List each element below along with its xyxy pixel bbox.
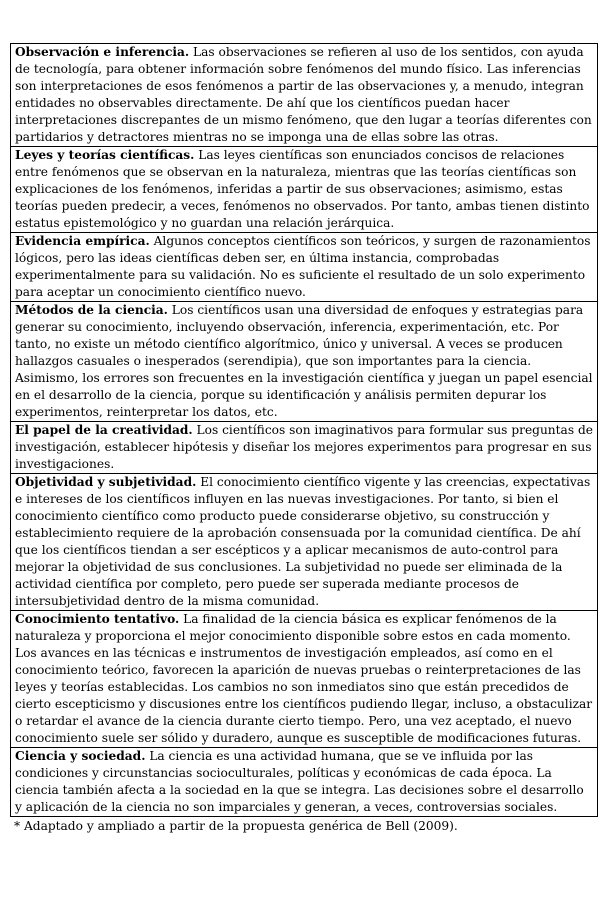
row-term: Ciencia y sociedad. xyxy=(15,749,146,763)
table-row xyxy=(11,474,598,611)
table-row xyxy=(11,611,598,748)
footnote: * Adaptado y ampliado a partir de la propuesta genérica de Bell (2009). xyxy=(14,819,458,833)
row-text: Algunos conceptos científicos son teóricos, y surgen de razonamientos lógicos, pero las ideas científicas deben ser, en última instancia, comprobadas experimentalmente para su validación. No es suficiente el resultado de un solo experimento para aceptar un conocimiento científico nuevo. xyxy=(15,234,591,299)
row-term: Métodos de la ciencia. xyxy=(15,303,168,317)
table-cell xyxy=(11,474,598,611)
row-term: Observación e inferencia. xyxy=(15,45,190,59)
row-text: La finalidad de la ciencia básica es explicar fenómenos de la naturaleza y proporciona el mejor conocimiento disponible sobre estos en cada momento. Los avances en las técnicas e instrumentos de investigación empleados, así como en el conocimiento teórico, favorecen la aparición de nuevas pruebas o reinterpretaciones de las leyes y teorías establecidas. Los cambios no son inmediatos sino que están precedidos de cierto escepticismo y discusiones entre los científicos pudiendo llegar, incluso, a obstaculizar o retardar el avance de la ciencia durante cierto tiempo. Pero, una vez aceptado, el nuevo conocimiento suele ser sólido y duradero, aunque es susceptible de modificaciones futuras. xyxy=(15,612,593,745)
table-row xyxy=(11,44,598,147)
table-row xyxy=(11,748,598,817)
row-text: Las leyes científicas son enunciados concisos de relaciones entre fenómenos que se observan en la naturaleza, mientras que las teorías científicas son explicaciones de los fenómenos, inferidas a partir de sus observaciones; asimismo, estas teorías pueden predecir, a veces, fenómenos no observados. Por tanto, ambas tienen distinto estatus epistemológico y no guardan una relación jerárquica. xyxy=(15,148,590,230)
row-text: La ciencia es una actividad humana, que se ve influida por las condiciones y circunstancias socioculturales, políticas y económicas de cada época. La ciencia también afecta a la sociedad en la que se integra. Las decisiones sobre el desarrollo y aplicación de la ciencia no son imparciales y generan, a veces, controversias sociales. xyxy=(15,749,584,814)
table-cell xyxy=(11,302,598,422)
row-term: Leyes y teorías científicas. xyxy=(15,148,195,162)
table-row xyxy=(11,302,598,422)
nos-document xyxy=(10,43,598,835)
table-cell xyxy=(11,147,598,233)
table-cell xyxy=(11,611,598,748)
row-term: Evidencia empírica. xyxy=(15,234,150,248)
table-cell xyxy=(11,422,598,474)
table-row xyxy=(11,422,598,474)
row-text: Los científicos usan una diversidad de enfoques y estrategias para generar su conocimiento, incluyendo observación, inferencia, experimentación, etc. Por tanto, no existe un método científico algorítmico, único y universal. A veces se producen hallazgos casuales o inesperados (serendipia), que son importantes para la ciencia. Asimismo, los errores son frecuentes en la investigación científica y juegan un papel esencial en el desarrollo de la ciencia, porque su identificación y análisis permiten depurar los experimentos, reinterpretar los datos, etc. xyxy=(15,303,593,419)
row-term: Conocimiento tentativo. xyxy=(15,612,180,626)
table-cell xyxy=(11,748,598,817)
nos-table xyxy=(10,43,598,817)
row-text: El conocimiento científico vigente y las creencias, expectativas e intereses de los científicos influyen en las nuevas investigaciones. Por tanto, si bien el conocimiento científico como producto puede considerarse objetivo, su construcción y establecimiento requiere de la aprobación consensuada por la comunidad científica. De ahí que los científicos tiendan a ser escépticos y a aplicar mecanismos de auto-control para mejorar la objetividad de sus conclusiones. La subjetividad no puede ser eliminada de la actividad científica por completo, pero puede ser superada mediante procesos de intersubjetividad dentro de la misma comunidad. xyxy=(15,475,591,608)
row-term: El papel de la creatividad. xyxy=(15,423,193,437)
row-text: Las observaciones se refieren al uso de los sentidos, con ayuda de tecnología, para obtener información sobre fenómenos del mundo físico. Las inferencias son interpretaciones de esos fenómenos a partir de las observaciones y, a menudo, integran entidades no observables directamente. De ahí que los científicos puedan hacer interpretaciones discrepantes de un mismo fenómeno, que den lugar a teorías diferentes con partidarios y detractores mientras no se imponga una de ellas sobre las otras. xyxy=(15,45,592,144)
table-row xyxy=(11,233,598,302)
table-cell xyxy=(11,44,598,147)
table-cell xyxy=(11,233,598,302)
row-text: Los científicos son imaginativos para formular sus preguntas de investigación, establecer hipótesis y diseñar los mejores experimentos para progresar en sus investigaciones. xyxy=(15,423,593,471)
row-term: Objetividad y subjetividad. xyxy=(15,475,197,489)
table-row xyxy=(11,147,598,233)
